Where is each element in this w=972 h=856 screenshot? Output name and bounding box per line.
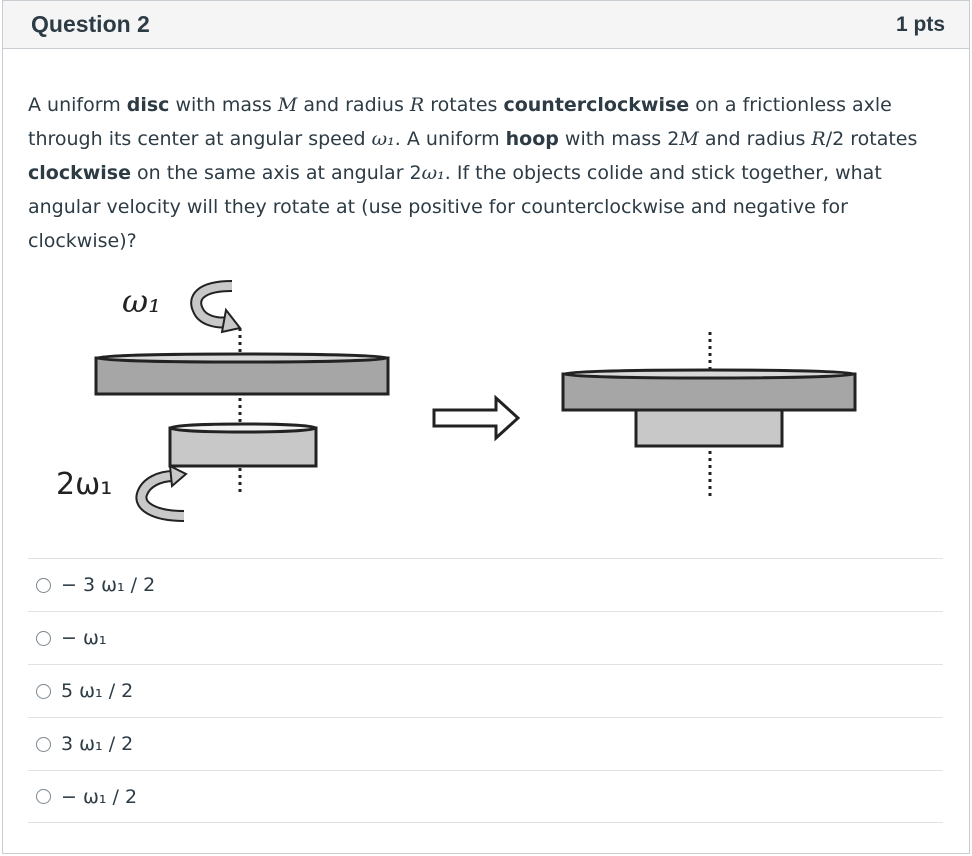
ccw-arrow-icon — [196, 286, 240, 332]
text-italic: R — [409, 94, 425, 116]
text-run: and radius — [297, 94, 410, 116]
question-points: 1 pts — [895, 12, 945, 36]
collision-diagram — [50, 268, 880, 530]
answer-list — [28, 558, 943, 823]
radio-button[interactable] — [36, 684, 51, 699]
text-run: on a frictionless axle through its center at angular speed — [28, 94, 892, 150]
question-title: Question 2 — [31, 11, 150, 37]
omega-label: ω₁ — [122, 282, 161, 320]
disc-left — [96, 354, 388, 394]
text-run: with mass — [169, 94, 278, 116]
hoop-right — [636, 410, 782, 446]
answer-option[interactable] — [28, 611, 943, 664]
radio-button[interactable] — [36, 789, 51, 804]
answer-option[interactable] — [28, 558, 943, 611]
radio-button[interactable] — [36, 578, 51, 593]
text-italic: M — [277, 94, 298, 116]
text-run: rotates — [424, 94, 504, 116]
disc-right — [563, 370, 855, 410]
radio-button[interactable] — [36, 737, 51, 752]
text-italic: M — [679, 128, 699, 150]
question-text — [28, 88, 938, 258]
text-bold: hoop — [505, 128, 559, 150]
text-run: with mass 2 — [558, 128, 680, 150]
answer-label: 3 ω₁ / 2 — [61, 733, 134, 755]
answer-option[interactable] — [28, 664, 943, 717]
text-run: . A uniform — [394, 128, 506, 150]
text-bold: clockwise — [28, 162, 131, 184]
text-run: /2 rotates — [825, 128, 918, 150]
right-arrow-icon — [434, 398, 518, 438]
text-run: A uniform — [28, 94, 127, 116]
answer-option[interactable] — [28, 770, 943, 823]
text-bold: counterclockwise — [503, 94, 690, 116]
answer-label: 5 ω₁ / 2 — [61, 680, 134, 702]
question-header — [3, 1, 969, 49]
text-italic: ω₁ — [421, 162, 445, 184]
text-run: . If the objects colide and stick together, what angular velocity will they rotate at (use positive for counterclockwise and negative for clockwise)? — [28, 162, 882, 252]
hoop-left — [170, 424, 316, 466]
answer-label: − 3 ω₁ / 2 — [61, 574, 156, 596]
text-bold: disc — [126, 94, 170, 116]
two-omega-label: 2ω₁ — [56, 467, 113, 502]
cw-arrow-icon — [141, 466, 186, 516]
answer-label: − ω₁ / 2 — [61, 785, 138, 808]
text-run: and radius — [698, 128, 812, 150]
text-italic: ω₁ — [371, 128, 395, 150]
text-run: on the same axis at angular 2 — [131, 162, 422, 184]
answer-label: − ω₁ — [61, 627, 107, 649]
text-italic: R — [811, 128, 826, 150]
answer-option[interactable] — [28, 717, 943, 770]
radio-button[interactable] — [36, 631, 51, 646]
